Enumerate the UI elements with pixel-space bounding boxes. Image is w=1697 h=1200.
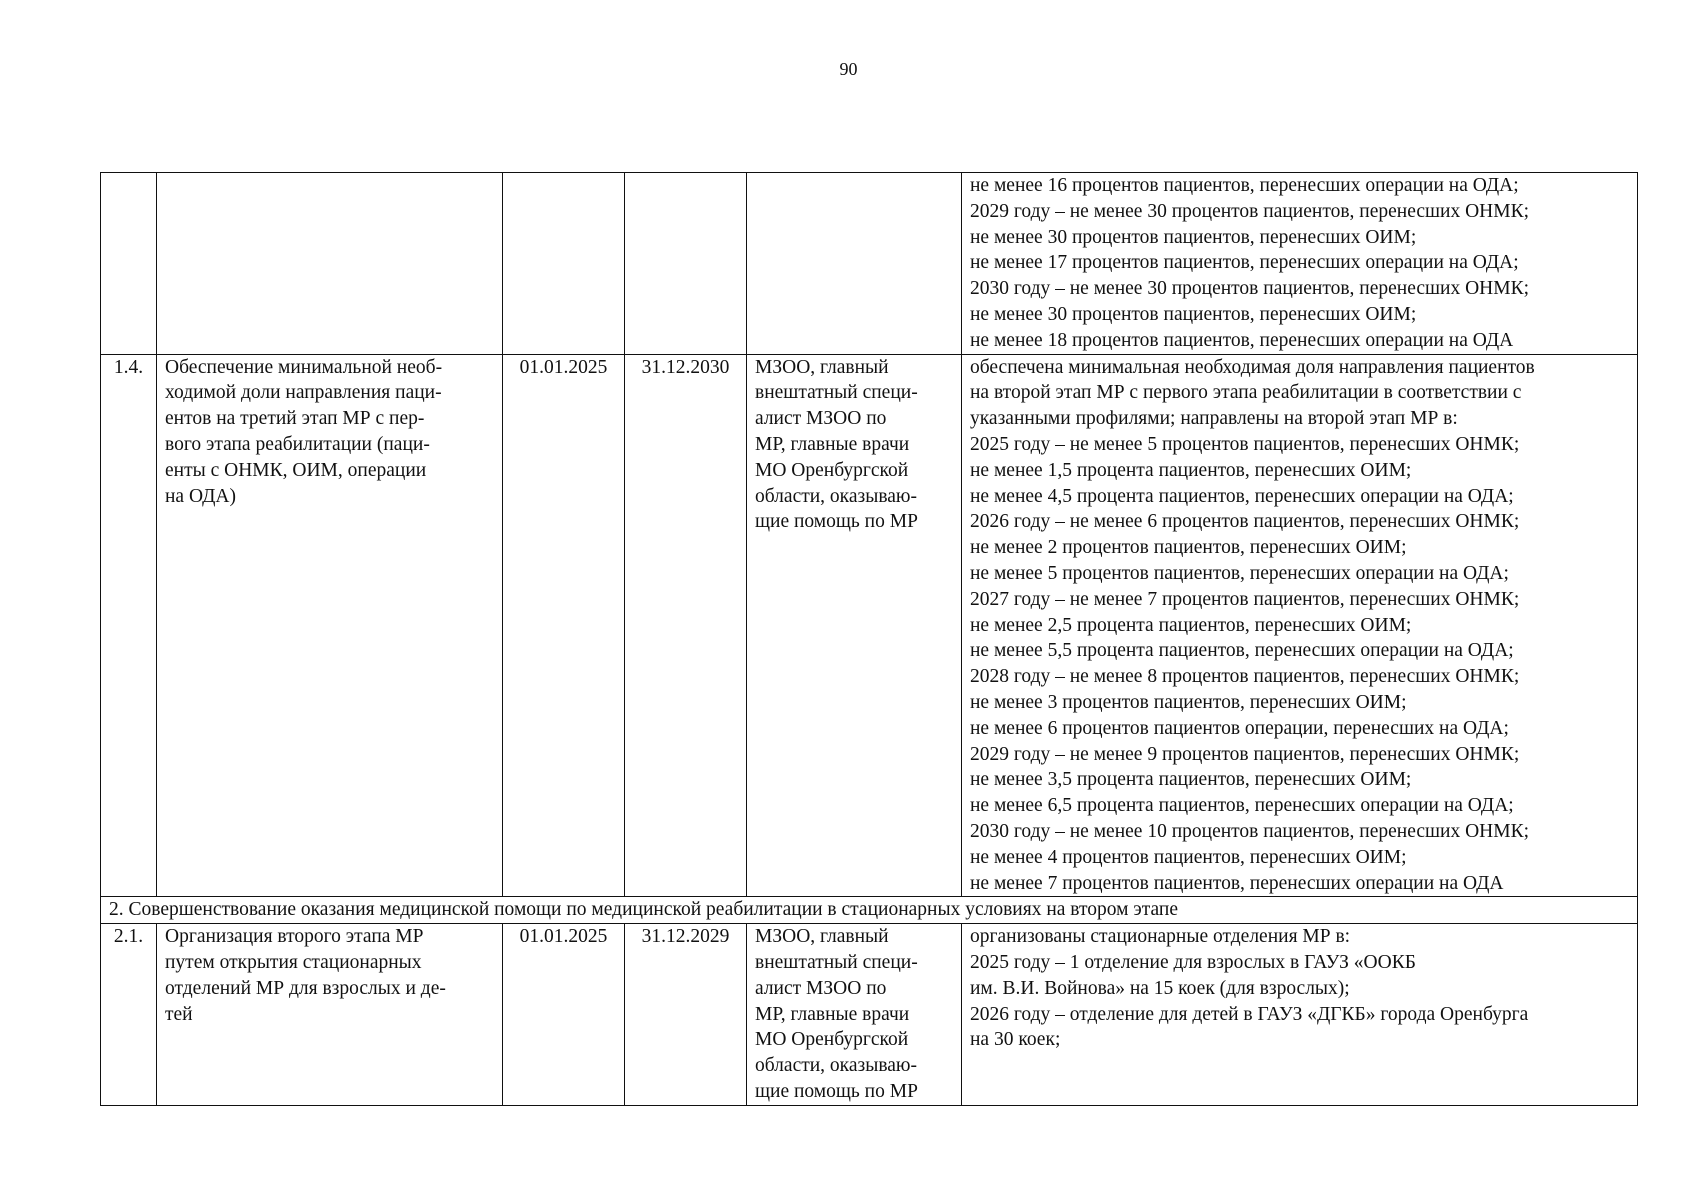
responsible-line: щие помощь по МР: [755, 511, 918, 533]
result-line: не менее 30 процентов пациентов, перенесших ОИМ;: [970, 303, 1417, 325]
result-line: им. В.И. Войнова» на 15 коек (для взрослых);: [970, 977, 1350, 999]
result-line: не менее 4,5 процента пациентов, перенесших операции на ОДА;: [970, 485, 1514, 507]
result-line: не менее 3 процентов пациентов, перенесших ОИМ;: [970, 691, 1407, 713]
item-title-line: отделений МР для взрослых и де-: [165, 977, 446, 999]
item-number-text: 2.1.: [113, 926, 144, 948]
item-title-line: путем открытия стационарных: [165, 951, 422, 973]
measures-table: [100, 172, 1638, 1106]
result-line: не менее 6,5 процента пациентов, перенесших операции на ОДА;: [970, 795, 1514, 817]
table-row: [101, 173, 1638, 355]
table-body: [101, 173, 1638, 1106]
item-title-line: Организация второго этапа МР: [165, 926, 424, 948]
item-title-line: ходимой доли направления паци-: [165, 382, 442, 404]
result-line: не менее 2,5 процента пациентов, перенесших ОИМ;: [970, 614, 1412, 636]
responsible-line: МЗОО, главный: [755, 356, 889, 378]
responsible-line: МО Оренбургской: [755, 459, 909, 481]
result-line: организованы стационарные отделения МР в:: [970, 926, 1351, 948]
responsible-line: алист МЗОО по: [755, 408, 887, 430]
table-row: [101, 924, 1638, 1106]
item-title-line: енты с ОНМК, ОИМ, операции: [165, 459, 427, 481]
item-title-line: тей: [165, 1003, 193, 1025]
result-line: 2030 году – не менее 10 процентов пациентов, перенесших ОНМК;: [970, 820, 1530, 842]
result-line: не менее 2 процентов пациентов, перенесших ОИМ;: [970, 537, 1407, 559]
result-line: на 30 коек;: [970, 1029, 1061, 1051]
item-title-line: ентов на третий этап МР с пер-: [165, 408, 425, 430]
result-line: 2025 году – не менее 5 процентов пациентов, перенесших ОНМК;: [970, 433, 1520, 455]
start-date: [503, 354, 625, 897]
result-line: на второй этап МР с первого этапа реабилитации в соответствии с: [970, 382, 1522, 404]
end-date: [625, 173, 747, 355]
result-line: не менее 30 процентов пациентов, перенесших ОИМ;: [970, 226, 1417, 248]
result-line: не менее 5,5 процента пациентов, перенесших операции на ОДА;: [970, 640, 1514, 662]
result-line: 2026 году – отделение для детей в ГАУЗ «ДГКБ» города Оренбурга: [970, 1003, 1529, 1025]
result-line: не менее 5 процентов пациентов, перенесших операции на ОДА;: [970, 562, 1509, 584]
item-title: [157, 173, 503, 355]
responsible-executors: [747, 173, 962, 355]
result-line: 2027 году – не менее 7 процентов пациентов, перенесших ОНМК;: [970, 588, 1520, 610]
item-number: [101, 173, 157, 355]
page-number: 90: [839, 59, 858, 79]
start-date-text: 01.01.2025: [519, 926, 608, 948]
section-heading: [101, 897, 1638, 924]
section-row: [101, 897, 1638, 924]
result-line: 2028 году – не менее 8 процентов пациентов, перенесших ОНМК;: [970, 666, 1520, 688]
result-line: не менее 6 процентов пациентов операции, перенесших на ОДА;: [970, 717, 1509, 739]
result-line: 2029 году – не менее 9 процентов пациентов, перенесших ОНМК;: [970, 743, 1520, 765]
result-line: не менее 18 процентов пациентов, перенесших операции на ОДА: [970, 329, 1514, 351]
result-line: 2025 году – 1 отделение для взрослых в ГАУЗ «ООКБ: [970, 951, 1416, 973]
item-title-line: вого этапа реабилитации (паци-: [165, 433, 430, 455]
expected-results: [962, 354, 1638, 897]
result-line: не менее 3,5 процента пациентов, перенесших ОИМ;: [970, 769, 1412, 791]
item-title-line: на ОДА): [165, 485, 236, 507]
responsible-executors: [747, 354, 962, 897]
end-date-text: 31.12.2029: [641, 926, 730, 948]
result-line: обеспечена минимальная необходимая доля направления пациентов: [970, 356, 1535, 378]
responsible-line: области, оказываю-: [755, 485, 917, 507]
responsible-line: МР, главные врачи: [755, 1003, 910, 1025]
responsible-line: МР, главные врачи: [755, 433, 910, 455]
expected-results: [962, 173, 1638, 355]
item-title: [157, 924, 503, 1106]
end-date: [625, 924, 747, 1106]
responsible-line: внештатный специ-: [755, 382, 918, 404]
responsible-line: области, оказываю-: [755, 1055, 917, 1077]
table-row: [101, 354, 1638, 897]
item-number-text: 1.4.: [113, 356, 144, 378]
result-line: не менее 17 процентов пациентов, перенесших операции на ОДА;: [970, 252, 1519, 274]
start-date: [503, 924, 625, 1106]
responsible-line: внештатный специ-: [755, 951, 918, 973]
result-line: не менее 7 процентов пациентов, перенесших операции на ОДА: [970, 872, 1504, 894]
start-date: [503, 173, 625, 355]
start-date-text: 01.01.2025: [519, 356, 608, 378]
responsible-line: МЗОО, главный: [755, 926, 889, 948]
end-date: [625, 354, 747, 897]
item-number: [101, 354, 157, 897]
expected-results: [962, 924, 1638, 1106]
responsible-line: алист МЗОО по: [755, 977, 887, 999]
result-line: не менее 16 процентов пациентов, перенесших операции на ОДА;: [970, 175, 1519, 196]
item-title-line: Обеспечение минимальной необ-: [165, 356, 443, 378]
item-number: [101, 924, 157, 1106]
result-line: не менее 4 процентов пациентов, перенесших ОИМ;: [970, 846, 1407, 868]
responsible-line: щие помощь по МР: [755, 1080, 918, 1102]
result-line: не менее 1,5 процента пациентов, перенесших ОИМ;: [970, 459, 1412, 481]
result-line: 2030 году – не менее 30 процентов пациентов, перенесших ОНМК;: [970, 278, 1530, 300]
end-date-text: 31.12.2030: [641, 356, 730, 378]
item-title: [157, 354, 503, 897]
result-line: 2026 году – не менее 6 процентов пациентов, перенесших ОНМК;: [970, 511, 1520, 533]
section-heading-text: 2. Совершенствование оказания медицинской помощи по медицинской реабилитации в стационарных условиях на втором этапе: [109, 899, 1178, 921]
responsible-line: МО Оренбургской: [755, 1029, 909, 1051]
responsible-executors: [747, 924, 962, 1106]
result-line: 2029 году – не менее 30 процентов пациентов, перенесших ОНМК;: [970, 200, 1530, 222]
result-line: указанными профилями; направлены на второй этап МР в:: [970, 408, 1458, 430]
